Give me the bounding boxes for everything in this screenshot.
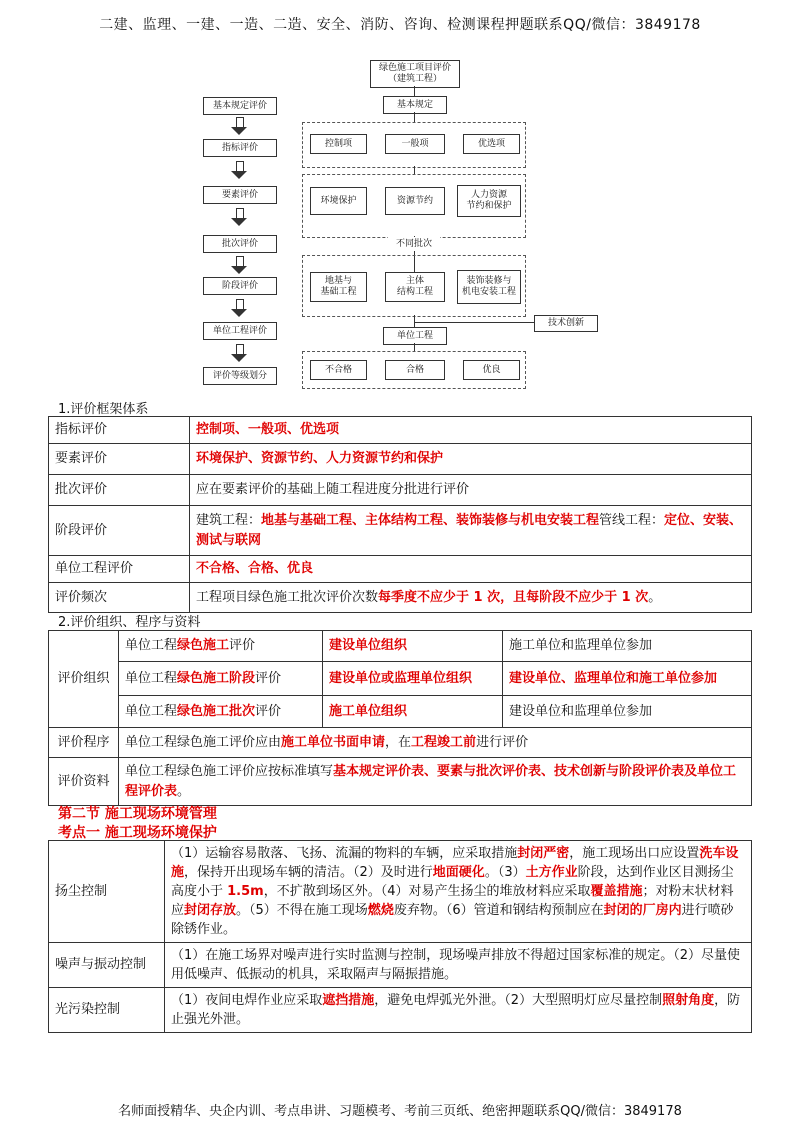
- highlight-text: 封闭存放: [184, 903, 237, 918]
- plain-text: ，避免电焊弧光外泄。（2）大型照明灯应尽量控制: [374, 993, 663, 1008]
- plain-text: ，保持开出现场车辆的清洁。（2）及时进行: [184, 865, 433, 880]
- diagram-left-2: 要素评价: [203, 186, 277, 204]
- plain-text: ，施工现场出口应设置: [569, 846, 700, 861]
- row-value: [190, 417, 752, 444]
- highlight-text: 土方作业: [525, 865, 578, 880]
- highlight-text: 遮挡措施: [322, 993, 375, 1008]
- table-row: [49, 988, 752, 1033]
- section3-heading: 第二节 施工现场环境管理: [58, 806, 217, 822]
- diagram-left-1: 指标评价: [203, 139, 277, 157]
- row-label: 批次评价: [49, 475, 190, 506]
- plain-text: （1）在施工场界对噪声进行实时监测与控制，现场噪声排放不得超过国家标准的规定。（2）尽量使用低噪声、低振动的机具，采取隔声与隔振措施。: [171, 948, 741, 982]
- highlight-text: 工程竣工前: [411, 734, 477, 750]
- diagram-row4-c: 优良: [463, 360, 520, 380]
- diagram-row4-a: 不合格: [310, 360, 367, 380]
- row-value: [190, 475, 752, 506]
- plain-text: 管线工程：: [599, 512, 665, 528]
- org-c-1: [503, 662, 752, 696]
- down-arrow-icon: [233, 256, 245, 274]
- highlight-text: 绿色施工阶段: [177, 670, 256, 686]
- table-row: [49, 841, 752, 943]
- row-label: 评价频次: [49, 583, 190, 613]
- page-header: 二建、监理、一建、一造、二造、安全、消防、咨询、检测课程押题联系QQ/微信：3849178: [99, 17, 701, 33]
- row-value: [190, 506, 752, 556]
- highlight-text: 绿色施工批次: [177, 703, 256, 719]
- org-c-0: [503, 631, 752, 662]
- diagram-left-6: 评价等级划分: [203, 367, 277, 385]
- framework-table: [48, 416, 752, 613]
- highlight-text: 施工单位书面申请: [281, 734, 386, 750]
- highlight-text: 照射角度: [662, 993, 715, 1008]
- down-arrow-icon: [233, 117, 245, 135]
- org-c-2: [503, 696, 752, 728]
- row-value: [190, 444, 752, 475]
- down-arrow-icon: [233, 344, 245, 362]
- plain-text: 废弃物。（6）管道和钢结构预制应在: [393, 903, 604, 918]
- table-row: [49, 506, 752, 556]
- plain-text: （1）运输容易散落、飞扬、流漏的物料的车辆，应采取措施: [171, 846, 518, 861]
- diagram-row1-b: 一般项: [385, 134, 445, 154]
- diagram-row3-a: 地基与 基础工程: [310, 272, 367, 302]
- highlight-text: 覆盖措施: [590, 884, 643, 899]
- diagram-row2-c: 人力资源 节约和保护: [457, 185, 521, 217]
- plain-text: 评价: [229, 638, 256, 653]
- down-arrow-icon: [233, 299, 245, 317]
- table-row: [49, 943, 752, 988]
- plain-text: 工程项目绿色施工批次评价次数: [196, 589, 379, 605]
- section1-title: 1.评价框架体系: [58, 402, 149, 417]
- table-row: [49, 583, 752, 613]
- org-b-0: [323, 631, 503, 662]
- down-arrow-icon: [233, 208, 245, 226]
- plain-text: 。: [648, 589, 662, 605]
- plain-text: 应在要素评价的基础上随工程进度分批进行评价: [196, 482, 470, 497]
- row-label: 要素评价: [49, 444, 190, 475]
- diagram-row1-a: 控制项: [310, 134, 367, 154]
- highlight-text: 建设单位、监理单位和施工单位参加: [509, 670, 718, 686]
- org-a-1: [119, 662, 323, 696]
- diagram-top-box: 绿色施工项目评价 （建筑工程）: [370, 60, 460, 88]
- row-label: 扬尘控制: [49, 841, 165, 943]
- row-value: [190, 556, 752, 583]
- table-row: [49, 444, 752, 475]
- diagram-row3-c: 装饰装修与 机电安装工程: [457, 270, 521, 304]
- highlight-text: 定位、安装、测试与联网: [196, 512, 743, 548]
- highlight-text: 不合格、合格、优良: [196, 561, 314, 576]
- highlight-text: 建设单位组织: [329, 638, 408, 653]
- row-value: [165, 943, 752, 988]
- diagram-left-0: 基本规定评价: [203, 97, 277, 115]
- row-value: [165, 841, 752, 943]
- plain-text: 阶段，达到作业区目测扬尘高度小于: [171, 865, 734, 899]
- plain-text: ，不扩散到场区外。（4）对易产生扬尘的堆放材料应采取: [263, 884, 591, 899]
- plain-text: （1）夜间电焊作业应采取: [171, 993, 323, 1008]
- diagram-innovation-box: 技术创新: [534, 315, 598, 332]
- plain-text: 单位工程: [125, 703, 178, 719]
- org-label: 评价组织: [49, 631, 119, 728]
- diagram-row1-c: 优选项: [463, 134, 520, 154]
- plain-text: ；对粉末状材料应: [171, 884, 734, 918]
- table-row: [49, 475, 752, 506]
- highlight-text: 基本规定评价表、要素与批次评价表、技术创新与阶段评价表及单位工程评价表: [125, 763, 737, 799]
- highlight-text: 控制项、一般项、优选项: [196, 422, 340, 437]
- highlight-text: 封闭的厂房内: [603, 903, 682, 918]
- evaluation-flow-diagram: [195, 55, 615, 395]
- highlight-text: 地面硬化: [432, 865, 485, 880]
- diagram-row3-b: 主体 结构工程: [385, 272, 445, 302]
- plain-text: 建设单位和监理单位参加: [509, 703, 653, 719]
- highlight-text: 施工单位组织: [329, 703, 408, 719]
- highlight-text: 洗车设施: [171, 846, 739, 880]
- highlight-text: 封闭严密: [517, 846, 570, 861]
- org-a-0: [119, 631, 323, 662]
- highlight-text: 地基与基础工程、主体结构工程、装饰装修与机电安装工程: [261, 512, 600, 528]
- plain-text: 进行评价: [476, 734, 529, 750]
- org-b-1: [323, 662, 503, 696]
- highlight-text: 绿色施工: [177, 638, 230, 653]
- row-label: 光污染控制: [49, 988, 165, 1033]
- table-row: [49, 556, 752, 583]
- plain-text: 。（3）: [484, 865, 526, 880]
- diagram-left-3: 批次评价: [203, 235, 277, 253]
- environment-table: [48, 840, 752, 1033]
- row-label: 单位工程评价: [49, 556, 190, 583]
- highlight-text: 环境保护、资源节约、人力资源节约和保护: [196, 451, 444, 466]
- table-row: [49, 417, 752, 444]
- diagram-left-4: 阶段评价: [203, 277, 277, 295]
- data-label: 评价资料: [49, 758, 119, 806]
- plain-text: ，防止强光外泄。: [171, 993, 741, 1027]
- row-value: [190, 583, 752, 613]
- diagram-row2-a: 环境保护: [310, 187, 367, 215]
- plain-text: 施工单位和监理单位参加: [509, 638, 653, 653]
- plain-text: 。（5）不得在施工现场: [236, 903, 368, 918]
- highlight-text: 燃烧: [367, 903, 394, 918]
- plain-text: 单位工程: [125, 670, 178, 686]
- diagram-row4-b: 合格: [385, 360, 445, 380]
- proc-label: 评价程序: [49, 728, 119, 758]
- plain-text: 单位工程绿色施工评价应由: [125, 734, 282, 750]
- highlight-text: 建设单位或监理单位组织: [329, 670, 473, 686]
- organization-table: [48, 630, 752, 806]
- org-a-2: [119, 696, 323, 728]
- row-value: [165, 988, 752, 1033]
- diagram-row2-b: 资源节约: [385, 187, 445, 215]
- down-arrow-icon: [233, 161, 245, 179]
- proc-value: [119, 728, 752, 758]
- plain-text: 单位工程绿色施工评价应按标准填写: [125, 763, 334, 779]
- data-value: [119, 758, 752, 806]
- plain-text: 评价: [255, 670, 282, 686]
- section3-subheading: 考点一 施工现场环境保护: [58, 825, 217, 841]
- diagram-unit-box: 单位工程: [383, 327, 447, 345]
- row-label: 阶段评价: [49, 506, 190, 556]
- plain-text: 建筑工程：: [196, 512, 262, 528]
- highlight-text: 每季度不应少于 1 次，且每阶段不应少于 1 次: [378, 589, 649, 605]
- diagram-basic-box: 基本规定: [383, 96, 447, 114]
- row-label: 噪声与振动控制: [49, 943, 165, 988]
- page-footer: 名师面授精华、央企内训、考点串讲、习题模考、考前三页纸、绝密押题联系QQ/微信：3849178: [118, 1104, 682, 1119]
- plain-text: 进行喷砂除锈作业。: [171, 903, 734, 937]
- plain-text: 单位工程: [125, 638, 178, 653]
- highlight-text: 1.5m: [227, 884, 264, 899]
- diagram-left-5: 单位工程评价: [203, 322, 277, 340]
- org-b-2: [323, 696, 503, 728]
- plain-text: 。: [177, 783, 191, 799]
- plain-text: 评价: [255, 703, 282, 719]
- plain-text: ，在: [385, 734, 412, 750]
- diagram-batch-box: 不同批次: [388, 237, 440, 251]
- section2-title: 2.评价组织、程序与资料: [58, 615, 201, 630]
- row-label: 指标评价: [49, 417, 190, 444]
